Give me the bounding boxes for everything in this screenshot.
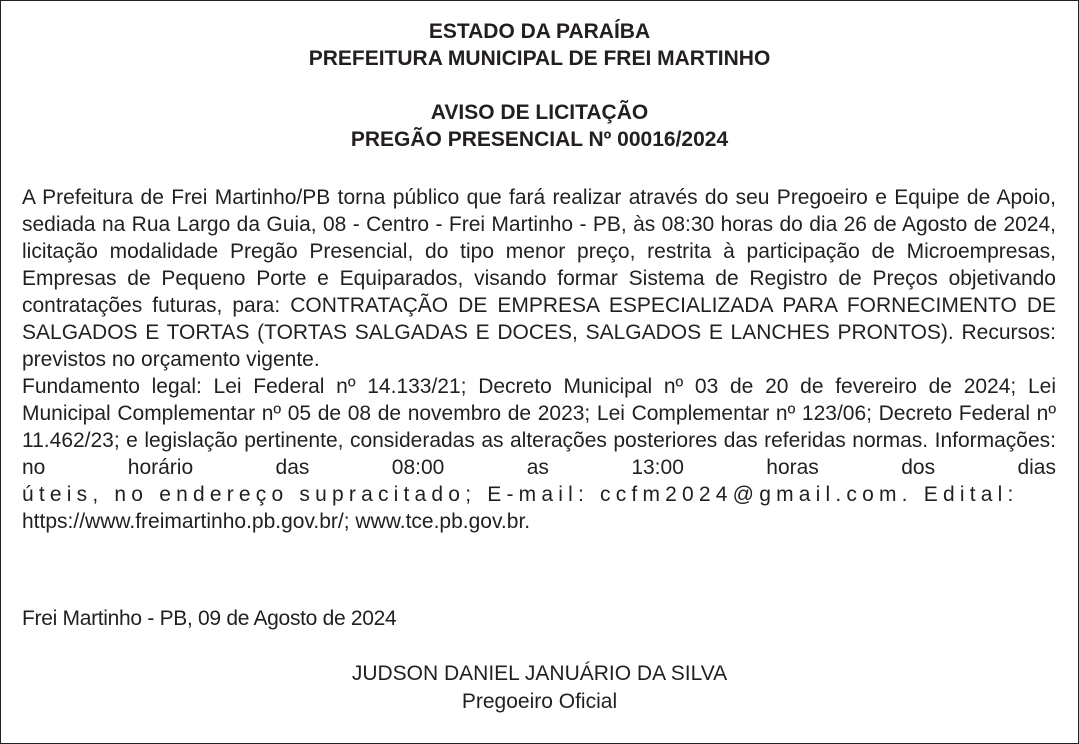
- edital-links: https://www.freimartinho.pb.gov.br/; www.tce.pb.gov.br.: [22, 510, 531, 533]
- process-number: PREGÃO PRESENCIAL Nº 00016/2024: [350, 128, 729, 151]
- notice-paragraph-legal: [22, 373, 1056, 535]
- notice-body: [22, 184, 1056, 535]
- signature-block: [0, 660, 1079, 716]
- notice-title: AVISO DE LICITAÇÃO: [430, 101, 649, 124]
- municipality-name: PREFEITURA MUNICIPAL DE FREI MARTINHO: [308, 47, 771, 70]
- contact-email-line: úteis, no endereço supracitado; E-mail: ccfm2024@gmail.com. Edital:: [22, 483, 1019, 506]
- signatory-name: JUDSON DANIEL JANUÁRIO DA SILVA: [351, 662, 728, 685]
- date-line: Frei Martinho - PB, 09 de Agosto de 2024: [22, 607, 397, 630]
- signatory-role: Pregoeiro Oficial: [461, 690, 618, 713]
- notice-paragraph-main: A Prefeitura de Frei Martinho/PB torna público que fará realizar através do seu Pregoeiro e Equipe de Apoio, sediada na Rua Largo da Guia, 08 - Centro - Frei Martinho - PB, às 08:30 horas do dia 26 de Agosto de 2024, licitação modalidade Pregão Presencial, do tipo menor preço, restrita à participação de Microempresas, Empresas de Pequeno Porte e Equiparados, visando formar Sistema de Registro de Preços objetivando contratações futuras, para: CONTRATAÇÃO DE EMPRESA ESPECIALIZADA PARA FORNECIMENTO DE SALGADOS E TORTAS (TORTAS SALGADAS E DOCES, SALGADOS E LANCHES PRONTOS). Recursos: previstos no orçamento vigente.: [22, 186, 1056, 371]
- notice-header: [0, 18, 1079, 153]
- legal-basis-text: Fundamento legal: Lei Federal nº 14.133/21; Decreto Municipal nº 03 de 20 de fevereiro de 2024; Lei Municipal Complementar nº 05 de 08 de novembro de 2023; Lei Complementar nº 123/06; Decreto Federal nº 11.462/23; e legislação pertinente, consideradas as alterações posteriores das referidas normas. Informações: no horário das 08:00 as 13:00 horas dos dias: [22, 375, 1056, 479]
- state-name: ESTADO DA PARAÍBA: [428, 20, 651, 43]
- header-spacer: [0, 72, 1079, 99]
